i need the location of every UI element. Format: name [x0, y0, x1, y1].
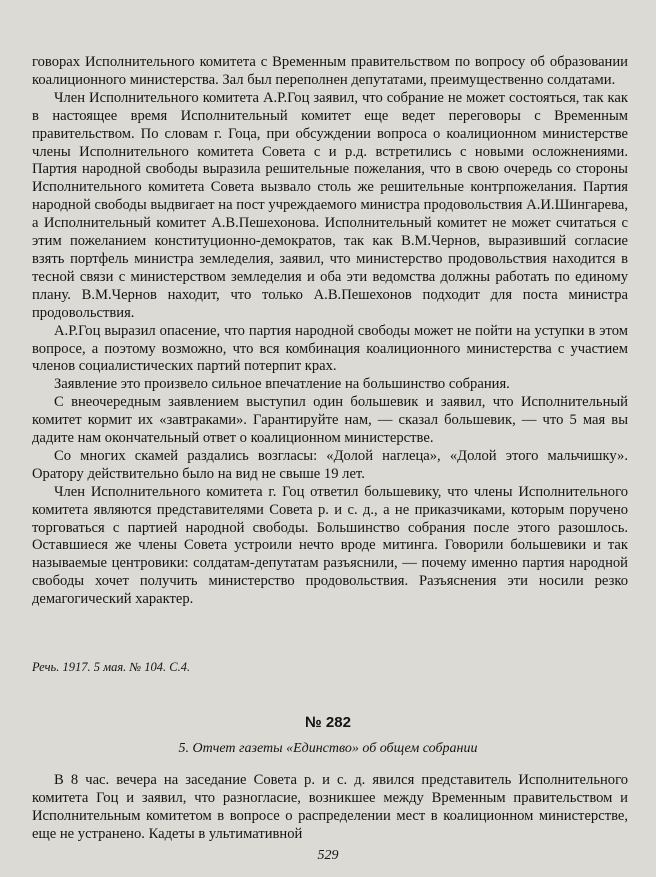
document-number: № 282: [305, 714, 351, 731]
paragraph-7: Член Исполнительного комитета г. Гоц ответил большевику, что члены Исполнительного комитета являются представителями Совета р. и с. д., а не приказчиками, которым поручено торговаться с партией народной свободы. Большинство собрания после этого разошлось. Оставшиеся же члены Совета устроили нечто вроде митинга. Говорили большевики и так называемые центровики: солдатам-депутатам разъяснили, — почему именно партия народной свободы хочет получить министерство продовольствия. Разъяснения эти носили резко демагогический характер.: [32, 483, 628, 608]
new-document-text: [32, 772, 628, 844]
continued-document-text: [32, 54, 628, 609]
paragraph-2: Член Исполнительного комитета А.Р.Гоц заявил, что собрание не может состояться, так как в настоящее время Исполнительный комитет еще ведет переговоры с Временным правительством. По словам г. Гоца, при обсуждении вопроса о коалиционном министерстве члены Исполнительного комитета Совета с и р.д. встретились с новыми осложнениями. Партия народной свободы выразила решительные пожелания, что в свою очередь со стороны Исполнительного комитета Совета вызвало столь же решительные контрпожелания. Партия народной свободы выдвигает на пост учреждаемого министра продовольствия А.И.Шингарева, а Исполнительный комитет А.В.Пешехонова. Исполнительный комитет не может считаться с этим пожеланием конституционно-демократов, так как В.М.Чернов, выразивший согласие взять портфель министра земледелия, заявил, что министерство продовольствия находится в тесной связи с министерством земледелия и оба эти ведомства должны работать по единому плану. В.М.Чернов находит, что только А.В.Пешехонов подходит для поста министра продовольствия.: [32, 89, 628, 321]
paragraph-5: С внеочередным заявлением выступил один большевик и заявил, что Исполнительный комитет кормит их «завтраками». Гарантируйте нам, — сказал большевик, — что 5 мая вы дадите нам окончательный ответ о коалиционном министерстве.: [32, 394, 628, 447]
source-citation: Речь. 1917. 5 мая. № 104. С.4.: [32, 660, 191, 674]
final-paragraph: В 8 час. вечера на заседание Совета р. и с. д. явился представитель Исполнительного комитета Гоц и заявил, что разногласие, возникшее между Временным правительством и Исполнительным комитетом в вопросе о распределении мест в коалиционном министерстве, еще не устранено. Кадеты в ультимативной: [32, 772, 628, 842]
paragraph-1: говорах Исполнительного комитета с Временным правительством по вопросу об образовании коалиционного министерства. Зал был переполнен депутатами, преимущественно солдатами.: [32, 54, 628, 88]
paragraph-6: Со многих скамей раздались возгласы: «Долой наглеца», «Долой этого мальчишку». Оратору действительно было на вид не свыше 19 лет.: [32, 447, 628, 482]
document-heading: 5. Отчет газеты «Единство» об общем собрании: [178, 741, 478, 756]
page-number: 529: [317, 848, 339, 863]
paragraph-4: Заявление это произвело сильное впечатление на большинство собрания.: [54, 376, 510, 393]
paragraph-3: А.Р.Гоц выразил опасение, что партия народной свободы может не пойти на уступки в этом вопросе, а поэтому возможно, что вся комбинация коалиционного министерства с участием членов социалистических партий потерпит крах.: [32, 322, 628, 375]
